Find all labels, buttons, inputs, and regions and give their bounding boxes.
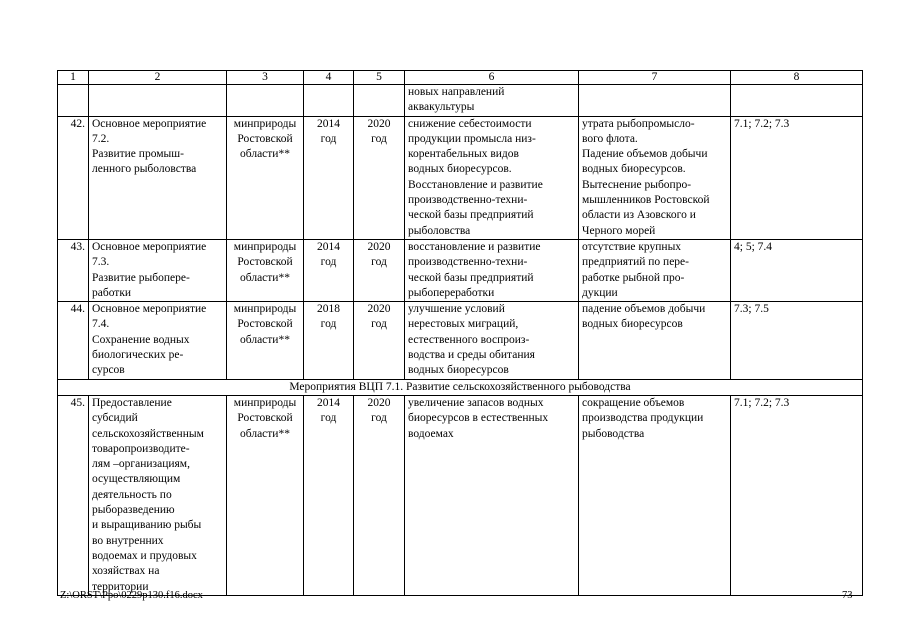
result-cell: восстановление и развитие производственно-техни- ческой базы предприятий рыбопереработки (405, 239, 579, 301)
header-col-3: 3 (227, 71, 304, 85)
start-year-cell: 2014 год (304, 395, 354, 595)
end-year-cell: 2020 год (354, 395, 405, 595)
row-number: 43. (58, 239, 89, 301)
footer-file-path: Z:\ORST\Ppo\0229p130.f16.docx (60, 590, 203, 601)
consequences-cell: сокращение объемов производства продукции рыбоводства (579, 395, 731, 595)
section-title: Мероприятия ВЦП 7.1. Развитие сельскохозяйственного рыбоводства (58, 379, 863, 395)
row-number: 44. (58, 302, 89, 379)
header-col-2: 2 (89, 71, 227, 85)
result-cell: снижение себестоимости продукции промысла низ- корентабельных видов водных биоресурсов. Восстановление и развитие производственно-техни- ческой базы предприятий рыболовства (405, 116, 579, 239)
executor-cell: минприроды Ростовской области** (227, 302, 304, 379)
table-row (58, 302, 863, 379)
continuation-row (58, 85, 863, 117)
consequences-cell: утрата рыбопромысло- вого флота. Падение объемов добычи водных биоресурсов. Вытеснение рыбопро- мышленников Ростовской области из Азовского и Черного морей (579, 116, 731, 239)
row-number: 42. (58, 116, 89, 239)
indicators-cell: 4; 5; 7.4 (731, 239, 863, 301)
header-col-8: 8 (731, 71, 863, 85)
event-cell: Основное мероприятие 7.2. Развитие промыш- ленного рыболовства (89, 116, 227, 239)
row-number: 45. (58, 395, 89, 595)
continuation-result-cell: новых направлений аквакультуры (405, 85, 579, 117)
result-cell: улучшение условий нерестовых миграций, естественного воспроиз- водства и среды обитания водных биоресурсов (405, 302, 579, 379)
header-col-7: 7 (579, 71, 731, 85)
table-row (58, 116, 863, 239)
indicators-cell: 7.1; 7.2; 7.3 (731, 395, 863, 595)
event-cell: Предоставление субсидий сельскохозяйственным товаропроизводите- лям –организациям, осуществляющим деятельность по рыборазведению и выращиванию рыбы во внутренних водоемах и прудовых хозяйствах на территории (89, 395, 227, 595)
start-year-cell: 2014 год (304, 116, 354, 239)
indicators-cell: 7.1; 7.2; 7.3 (731, 116, 863, 239)
page-number: 73 (842, 590, 853, 601)
table-row (58, 239, 863, 301)
start-year-cell: 2014 год (304, 239, 354, 301)
event-cell: Основное мероприятие 7.4. Сохранение водных биологических ре- сурсов (89, 302, 227, 379)
indicators-cell: 7.3; 7.5 (731, 302, 863, 379)
consequences-cell: отсутствие крупных предприятий по пере- работке рыбной про- дукции (579, 239, 731, 301)
header-row (58, 71, 863, 85)
result-cell: увеличение запасов водных биоресурсов в естественных водоемах (405, 395, 579, 595)
header-col-5: 5 (354, 71, 405, 85)
executor-cell: минприроды Ростовской области** (227, 239, 304, 301)
table-row (58, 395, 863, 595)
header-col-6: 6 (405, 71, 579, 85)
end-year-cell: 2020 год (354, 116, 405, 239)
consequences-cell: падение объемов добычи водных биоресурсов (579, 302, 731, 379)
end-year-cell: 2020 год (354, 302, 405, 379)
start-year-cell: 2018 год (304, 302, 354, 379)
end-year-cell: 2020 год (354, 239, 405, 301)
header-col-4: 4 (304, 71, 354, 85)
measures-table (57, 70, 863, 596)
executor-cell: минприроды Ростовской области** (227, 116, 304, 239)
event-cell: Основное мероприятие 7.3. Развитие рыбопере- работки (89, 239, 227, 301)
header-col-1: 1 (58, 71, 89, 85)
executor-cell: минприроды Ростовской области** (227, 395, 304, 595)
section-row (58, 379, 863, 395)
